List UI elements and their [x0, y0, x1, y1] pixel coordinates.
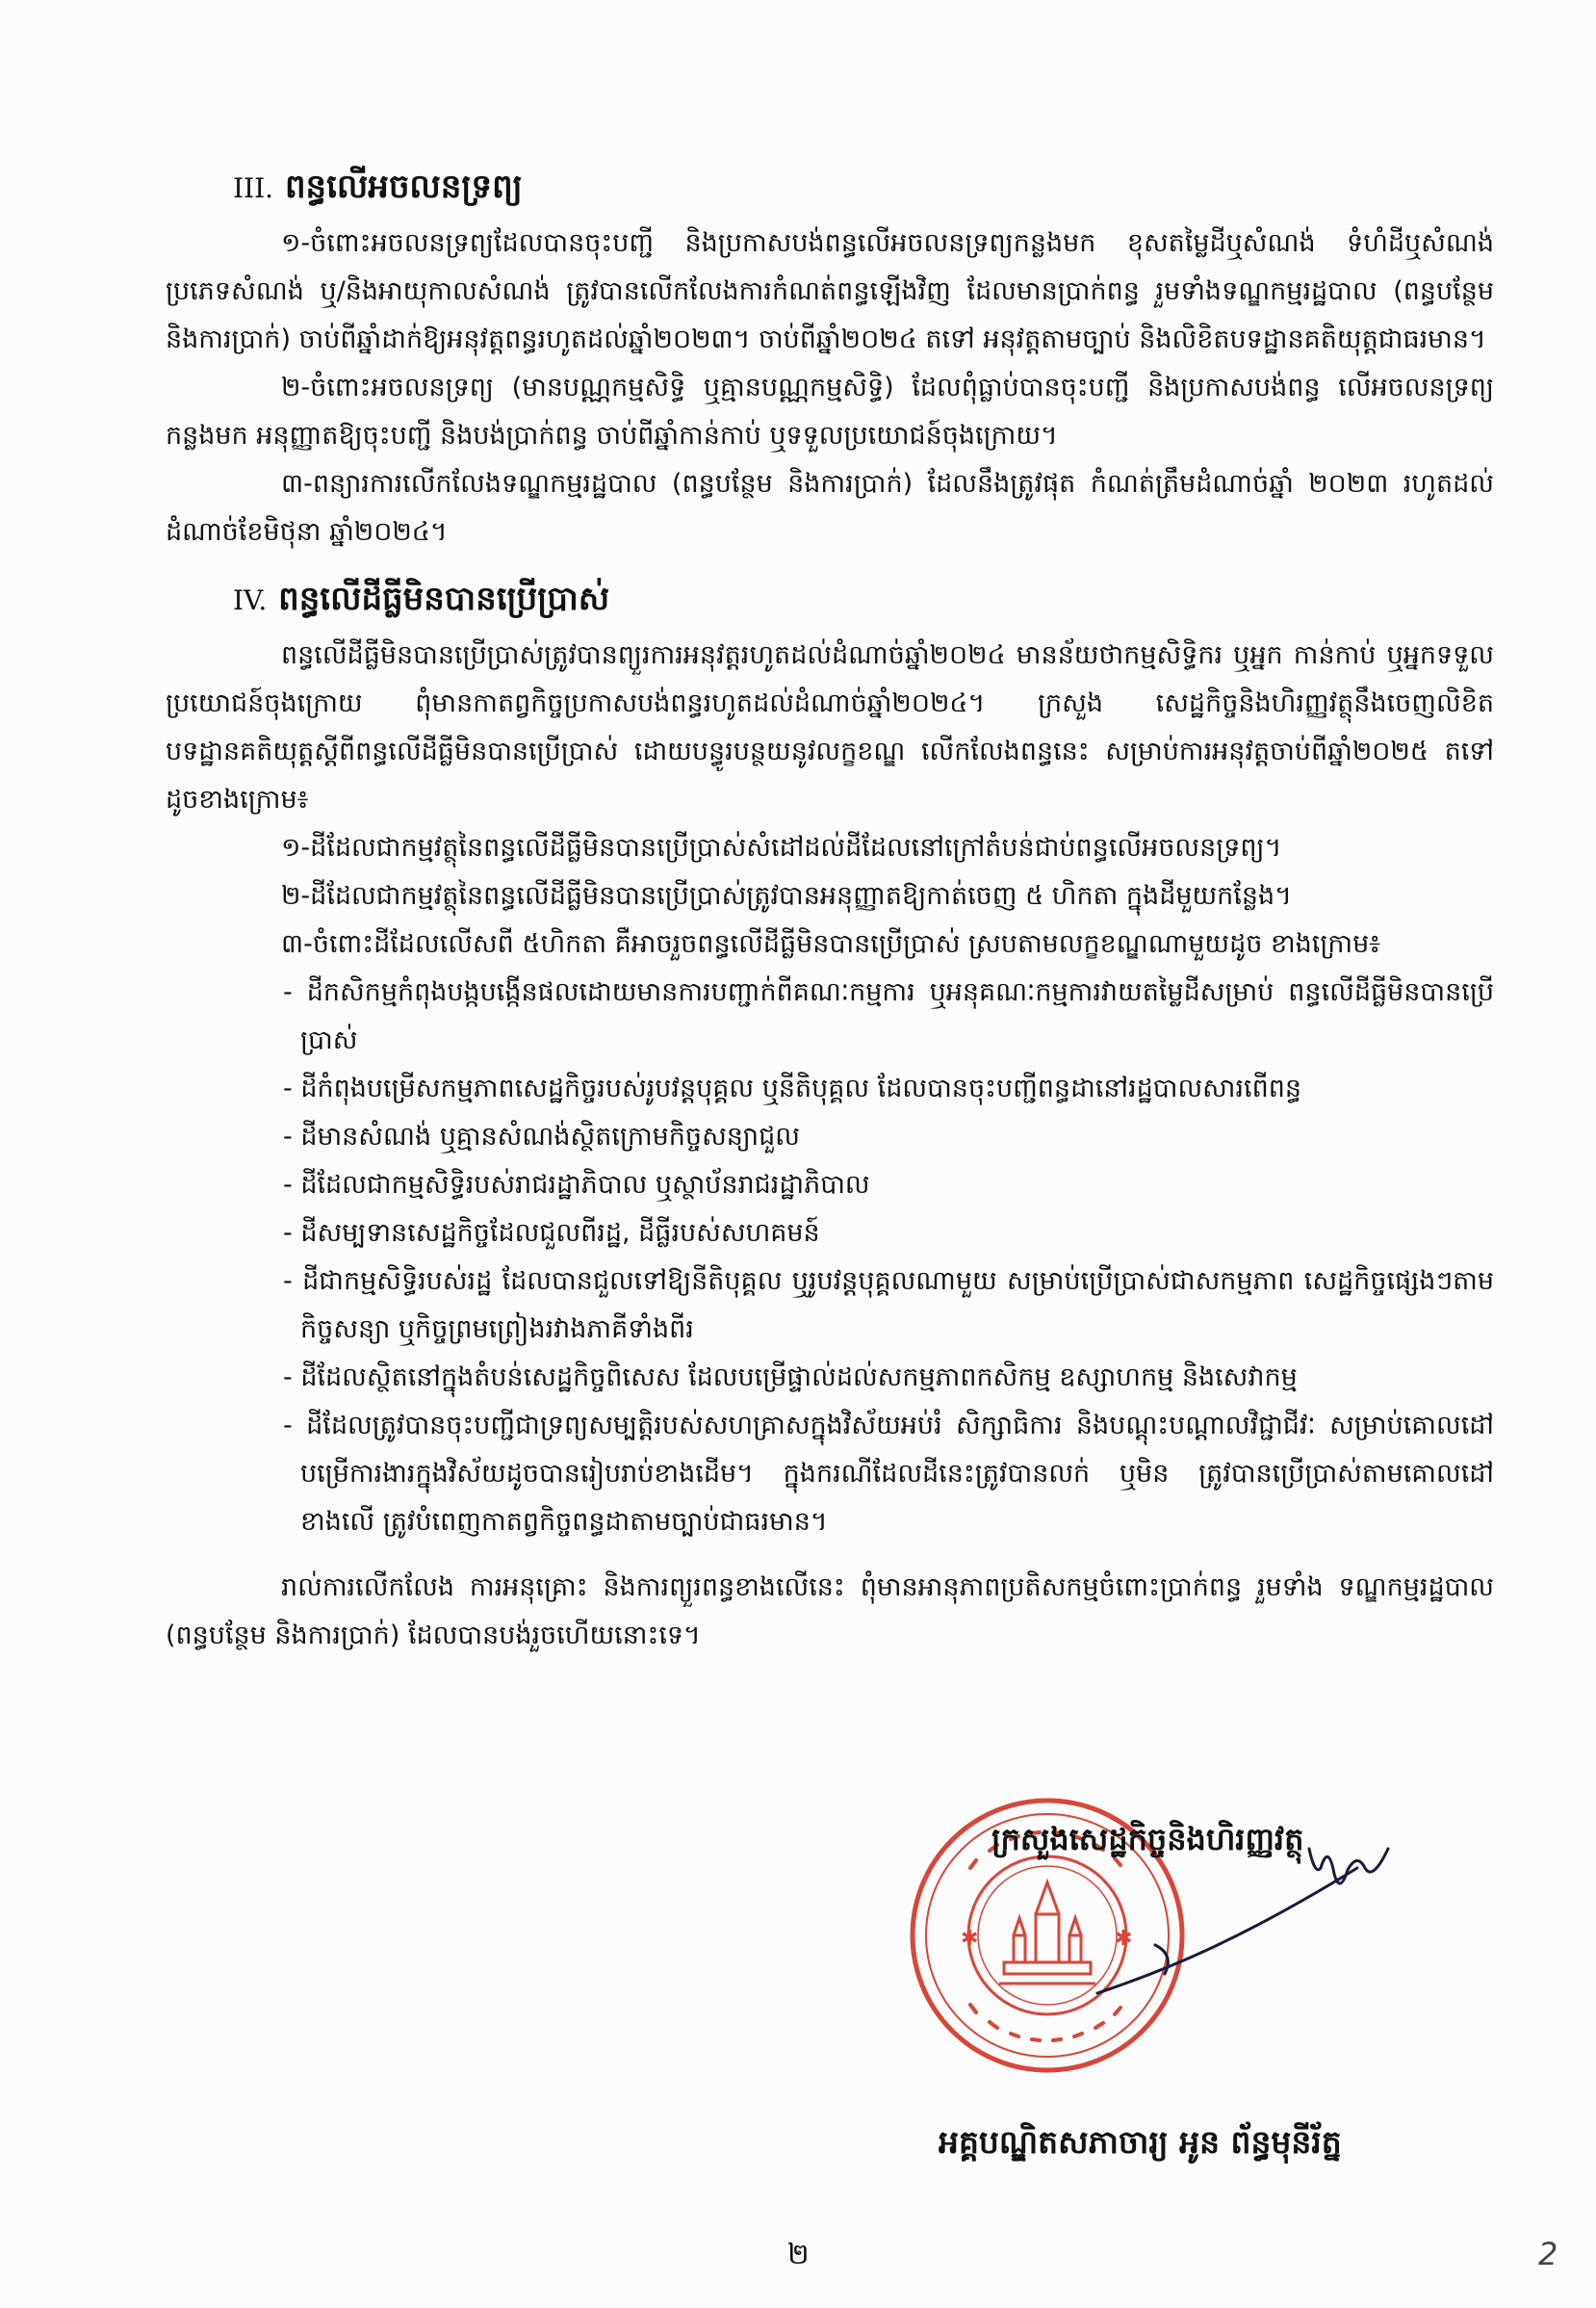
- list-item: - ដីដែលជាកម្មសិទ្ធិរបស់រាជរដ្ឋាភិបាល ឬស្ថាប័នរាជរដ្ឋាភិបាល: [283, 1170, 870, 1200]
- section-4-intro: ពន្ធលើដីធ្លីមិនបានប្រើប្រាស់ត្រូវបានព្យួរការអនុវត្តរហូតដល់ដំណាច់ឆ្នាំ២០២៤ មានន័យថាកម្មសិទ្ធិករ ឬអ្នក កាន់កាប់ ឬអ្នកទទួលប្រយោជន៍ចុងក្រោយ ពុំមានកាតព្វកិច្ចប្រកាសបង់ពន្ធរហូតដល់ដំណាច់ឆ្នាំ២០២៤។ ក្រសួង សេដ្ឋកិច្ចនិងហិរញ្ញវត្ថុនឹងចេញលិខិតបទដ្ឋានគតិយុត្តស្ដីពីពន្ធលើដីធ្លីមិនបានប្រើប្រាស់ ដោយបន្ធូរបន្ថយនូវលក្ខខណ្ឌ លើកលែងពន្ធនេះ សម្រាប់ការអនុវត្តចាប់ពីឆ្នាំ២០២៥ តទៅ ដូចខាងក្រោម៖: [166, 640, 1494, 815]
- section-4-point-2: ២-ដីដែលជាកម្មវត្ថុនៃពន្ធលើដីធ្លីមិនបានប្រើប្រាស់ត្រូវបានអនុញ្ញាតឱ្យកាត់ចេញ ៥ ហិកតា ក្នុងដីមួយកន្លែង។: [281, 881, 1292, 911]
- section-3-heading: [233, 162, 1494, 214]
- list-item: - ដីជាកម្មសិទ្ធិរបស់រដ្ឋ ដែលបានជួលទៅឱ្យនីតិបុគ្គល ឬរូបវន្តបុគ្គលណាមួយ សម្រាប់ប្រើប្រាស់ជាសកម្មភាព សេដ្ឋកិច្ចផ្សេងៗតាមកិច្ចសន្យា ឬកិច្ចព្រមព្រៀងរវាងភាគីទាំងពីរ: [283, 1266, 1494, 1344]
- section-3-paragraph-3: ៣-ពន្យារការលើកលែងទណ្ឌកម្មរដ្ឋបាល (ពន្ធបន្ថែម និងការប្រាក់) ដែលនឹងត្រូវផុត កំណត់ត្រឹមដំណាច់ឆ្នាំ ២០២៣ រហូតដល់ដំណាច់ខែមិថុនា ឆ្នាំ២០២៤។: [166, 469, 1494, 547]
- minister-name: អគ្គបណ្ឌិតសភាចារ្យ អូន ព័ន្ធមុនីរ័ត្ន: [939, 2123, 1342, 2161]
- section-4-heading: [233, 574, 1494, 626]
- section-4-point-3: ៣-ចំពោះដីដែលលើសពី ៥ហិកតា គឺអាចរួចពន្ធលើដីធ្លីមិនបានប្រើប្រាស់ ស្របតាមលក្ខខណ្ឌណាមួយដូច ខាងក្រោម៖: [281, 929, 1381, 959]
- section-3: [166, 162, 1494, 557]
- section-4-title: ពន្ធលើដីធ្លីមិនបានប្រើប្រាស់: [278, 580, 610, 618]
- svg-text:✱: ✱: [961, 1927, 979, 1951]
- section-4: [166, 574, 1494, 1546]
- section-3-title: ពន្ធលើអចលនទ្រព្យ: [284, 168, 523, 206]
- list-item: - ដីដែលត្រូវបានចុះបញ្ជីជាទ្រព្យសម្បត្តិរបស់សហគ្រាសក្នុងវិស័យអប់រំ សិក្សាធិការ និងបណ្ដុះបណ្ដាលវិជ្ជាជីវៈ សម្រាប់គោលដៅបម្រើការងារក្នុងវិស័យដូចបានរៀបរាប់ខាងដើម។ ក្នុងករណីដែលដីនេះត្រូវបានលក់ ឬមិន ត្រូវបានប្រើប្រាស់តាមគោលដៅខាងលើ ត្រូវបំពេញកាតព្វកិច្ចពន្ធដាតាមច្បាប់ជាធរមាន។: [283, 1411, 1494, 1537]
- list-item: - ដីមានសំណង់ ឬគ្មានសំណង់ស្ថិតក្រោមកិច្ចសន្យាជួល: [283, 1122, 800, 1152]
- section-3-paragraph-1: ១-ចំពោះអចលនទ្រព្យដែលបានចុះបញ្ជី និងប្រកាសបង់ពន្ធលើអចលនទ្រព្យកន្លងមក ខុសតម្លៃដីឬសំណង់ ទំហំដីឬសំណង់ ប្រភេទសំណង់ ឬ/និងអាយុកាលសំណង់ ត្រូវបានលើកលែងការកំណត់ពន្ធឡើងវិញ ដែលមានប្រាក់ពន្ធ រួមទាំងទណ្ឌកម្មរដ្ឋបាល (ពន្ធបន្ថែម និងការប្រាក់) ចាប់ពីឆ្នាំដាក់ឱ្យអនុវត្តពន្ធរហូតដល់ឆ្នាំ២០២៣។ ចាប់ពីឆ្នាំ២០២៤ តទៅ អនុវត្តតាមច្បាប់ និងលិខិតបទដ្ឋានគតិយុត្តជាធរមាន។: [166, 228, 1494, 354]
- list-item: - ដីកសិកម្មកំពុងបង្កបង្កើនផលដោយមានការបញ្ជាក់ពីគណៈកម្មការ ឬអនុគណៈកម្មការវាយតម្លៃដីសម្រាប់ ពន្ធលើដីធ្លីមិនបានប្រើប្រាស់: [283, 977, 1494, 1055]
- section-4-number: IV.: [233, 584, 268, 616]
- section-4-point-1: ១-ដីដែលជាកម្មវត្ថុនៃពន្ធលើដីធ្លីមិនបានប្រើប្រាស់សំដៅដល់ដីដែលនៅក្រៅតំបន់ជាប់ពន្ធលើអចលនទ្រព្យ។: [281, 833, 1282, 863]
- document-body: [166, 162, 1494, 1660]
- page-number: ២: [787, 2238, 810, 2271]
- list-item: - ដីដែលស្ថិតនៅក្នុងតំបន់សេដ្ឋកិច្ចពិសេស ដែលបម្រើផ្ទាល់ដល់សកម្មភាពកសិកម្ម ឧស្សាហកម្ម និងសេវាកម្ម: [283, 1362, 1298, 1392]
- exemption-bullet-list: [166, 969, 1494, 1546]
- closing-paragraph: រាល់ការលើកលែង ការអនុគ្រោះ និងការព្យួរពន្ធខាងលើនេះ ពុំមានអានុភាពប្រតិសកម្មចំពោះប្រាក់ពន្ធ រួមទាំង ទណ្ឌកម្មរដ្ឋបាល (ពន្ធបន្ថែម និងការប្រាក់) ដែលបានបង់រួចហើយនោះទេ។: [166, 1572, 1494, 1650]
- handwritten-signature-icon: [1040, 1829, 1444, 2022]
- section-3-paragraph-2: ២-ចំពោះអចលនទ្រព្យ (មានបណ្ណកម្មសិទ្ធិ ឬគ្មានបណ្ណកម្មសិទ្ធិ) ដែលពុំធ្លាប់បានចុះបញ្ជី និងប្រកាសបង់ពន្ធ លើអចលនទ្រព្យកន្លងមក អនុញ្ញាតឱ្យចុះបញ្ជី និងបង់ប្រាក់ពន្ធ ចាប់ពីឆ្នាំកាន់កាប់ ឬទទួលប្រយោជន៍ចុងក្រោយ។: [166, 373, 1494, 451]
- handwritten-page-mark: 2: [1538, 2236, 1558, 2272]
- section-3-number: III.: [233, 172, 274, 204]
- ministry-name: ក្រសួងសេដ្ឋកិច្ចនិងហិរញ្ញវត្ថុ: [991, 1821, 1304, 1857]
- svg-text:✱: ✱: [1115, 1927, 1133, 1951]
- list-item: - ដីសម្បទានសេដ្ឋកិច្ចដែលជួលពីរដ្ឋ, ដីធ្លីរបស់សហគមន៍: [283, 1218, 820, 1248]
- list-item: - ដីកំពុងបម្រើសកម្មភាពសេដ្ឋកិច្ចរបស់រូបវន្តបុគ្គល ឬនីតិបុគ្គល ដែលបានចុះបញ្ជីពន្ធដានៅរដ្ឋបាលសារពើពន្ធ: [283, 1074, 1302, 1103]
